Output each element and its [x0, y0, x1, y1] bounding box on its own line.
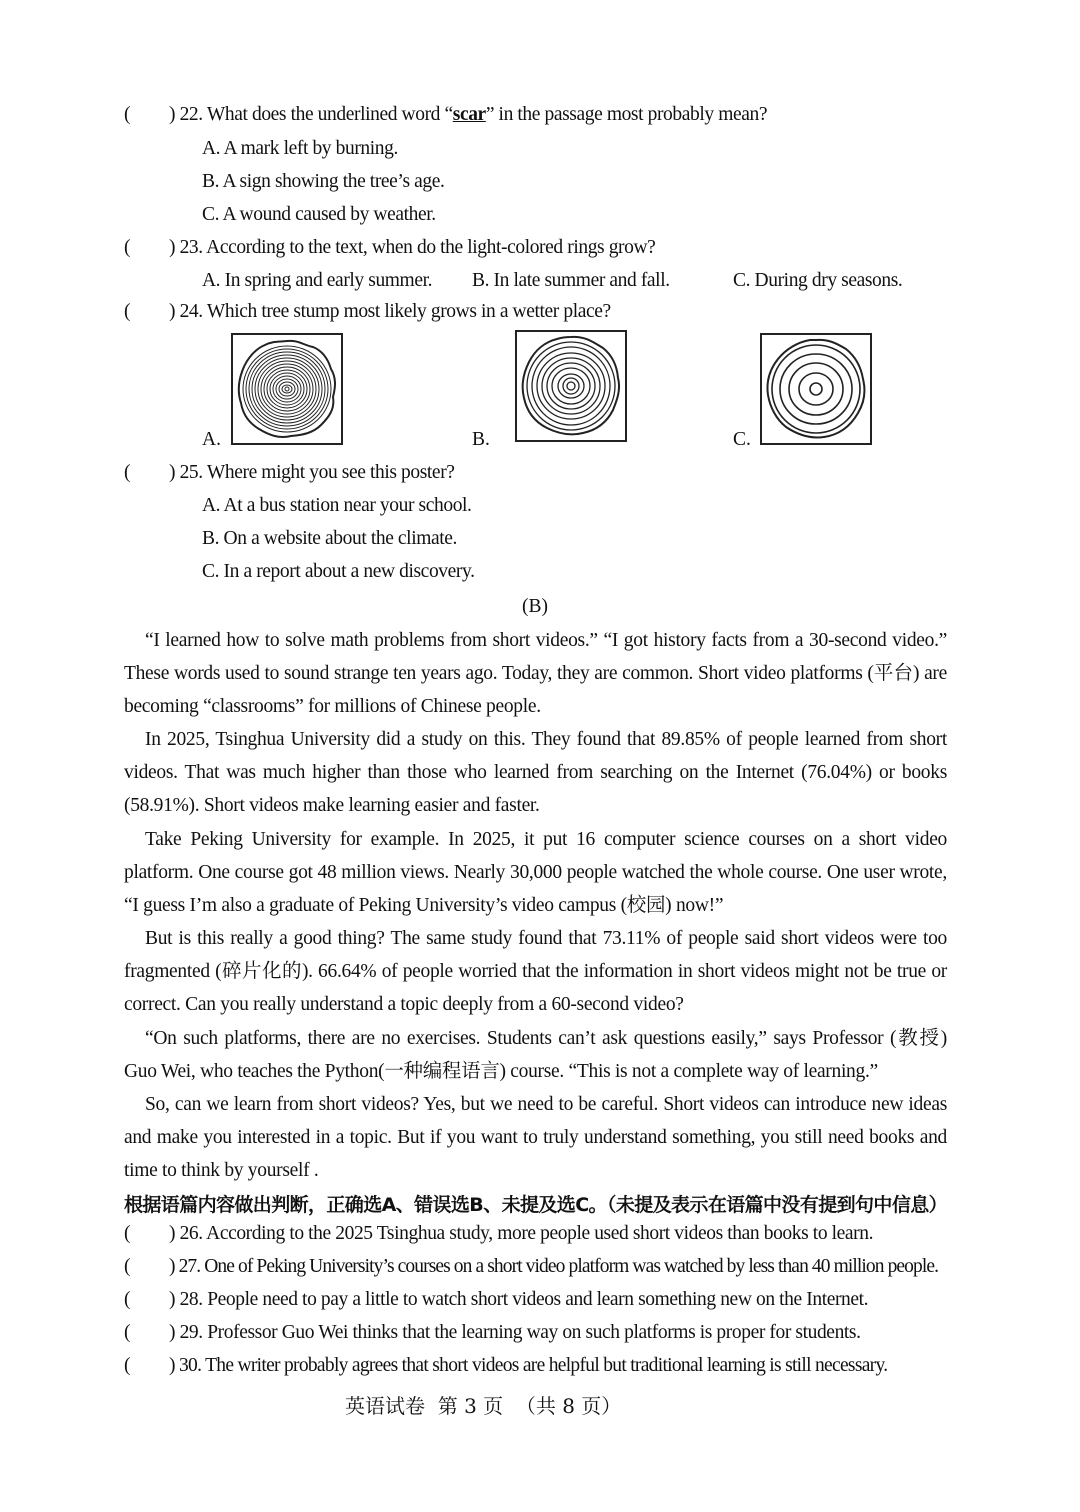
- question-stem: ) 23. According to the text, when do the light-colored rings grow?: [169, 237, 656, 258]
- tree-stump-wide-rings-icon: [760, 333, 872, 445]
- question-stem: ) 25. Where might you see this poster?: [169, 462, 455, 483]
- question-stem: ) 29. Professor Guo Wei thinks that the learning way on such platforms is proper for students.: [169, 1322, 861, 1343]
- answer-blank[interactable]: (: [124, 1322, 131, 1343]
- answer-blank[interactable]: (: [124, 462, 131, 483]
- answer-blank[interactable]: (: [124, 104, 131, 125]
- option-b: B. On a website about the climate.: [202, 528, 457, 549]
- paragraph-1: “I learned how to solve math problems from short videos.” “I got history facts from a 30-second video.” These words used to sound strange ten years ago. Today, they are common. Short video platforms (平台) are becoming “classrooms” for millions of Chinese people.: [124, 630, 947, 717]
- page-footer: 英语试卷 第 3 页 （共 8 页）: [345, 1394, 622, 1418]
- option-c: C. A wound caused by weather.: [202, 204, 436, 225]
- answer-blank[interactable]: (: [124, 1355, 131, 1376]
- option-a: A. In spring and early summer.: [202, 270, 433, 291]
- paragraph-4: But is this really a good thing? The same study found that 73.11% of people said short videos were too fragmented (碎片化的). 66.64% of people worried that the information in short videos might not be true or correct. Can you really understand a topic deeply from a 60-second video?: [124, 928, 947, 1015]
- answer-blank[interactable]: (: [124, 237, 131, 258]
- option-b: B.: [472, 429, 490, 450]
- option-b: B. In late summer and fall.: [472, 270, 670, 291]
- paragraph-6: So, can we learn from short videos? Yes, but we need to be careful. Short videos can introduce new ideas and make you interested in a topic. But if you want to truly understand something, you still need books and time to think by yourself .: [124, 1094, 947, 1181]
- question-stem: ) 26. According to the 2025 Tsinghua study, more people used short videos than books to learn.: [169, 1223, 874, 1244]
- stump-b-svg: [517, 332, 625, 440]
- option-a: A. A mark left by burning.: [202, 138, 398, 159]
- stump-a-svg: [233, 335, 341, 443]
- question-stem: ) 24. Which tree stump most likely grows in a wetter place?: [169, 301, 611, 322]
- answer-blank[interactable]: (: [124, 1223, 131, 1244]
- paragraph-2: In 2025, Tsinghua University did a study on this. They found that 89.85% of people learned from short videos. That was much higher than those who learned from searching on the Internet (76.04%) or books (58.91%). Short videos make learning easier and faster.: [124, 729, 947, 816]
- question-stem: ) 30. The writer probably agrees that short videos are helpful but traditional learning is still necessary.: [169, 1355, 888, 1376]
- stump-c-svg: [762, 335, 870, 443]
- option-c: C. During dry seasons.: [733, 270, 903, 291]
- question-stem: ) 28. People need to pay a little to watch short videos and learn something new on the Internet.: [169, 1289, 869, 1310]
- option-b: B. A sign showing the tree’s age.: [202, 171, 445, 192]
- option-a: A. At a bus station near your school.: [202, 495, 472, 516]
- instruction: 根据语篇内容做出判断，正确选A、错误选B、未提及选C。（未提及表示在语篇中没有提到句中信息）: [124, 1194, 948, 1216]
- section-heading: (B): [522, 596, 548, 617]
- tree-stump-dense-rings-icon: [231, 333, 343, 445]
- underlined-word: scar: [452, 104, 486, 125]
- option-c: C.: [733, 429, 751, 450]
- answer-blank[interactable]: (: [124, 301, 131, 322]
- paragraph-3: Take Peking University for example. In 2025, it put 16 computer science courses on a short video platform. One course got 48 million views. Nearly 30,000 people watched the whole course. One user wrote, “I guess I’m also a graduate of Peking University’s video campus (校园) now!”: [124, 829, 947, 916]
- question-stem: ) 27. One of Peking University’s courses on a short video platform was watched by less than 40 million people.: [169, 1256, 939, 1277]
- paragraph-5: “On such platforms, there are no exercises. Students can’t ask questions easily,” says Professor (教授) Guo Wei, who teaches the Python(一种编程语言) course. “This is not a complete way of learning.”: [124, 1028, 947, 1082]
- option-c: C. In a report about a new discovery.: [202, 561, 475, 582]
- tree-stump-medium-rings-icon: [515, 330, 627, 442]
- answer-blank[interactable]: (: [124, 1289, 131, 1310]
- answer-blank[interactable]: (: [124, 1256, 131, 1277]
- question-stem: ) 22. What does the underlined word “scar” in the passage most probably mean?: [169, 104, 768, 125]
- option-a: A.: [202, 429, 221, 450]
